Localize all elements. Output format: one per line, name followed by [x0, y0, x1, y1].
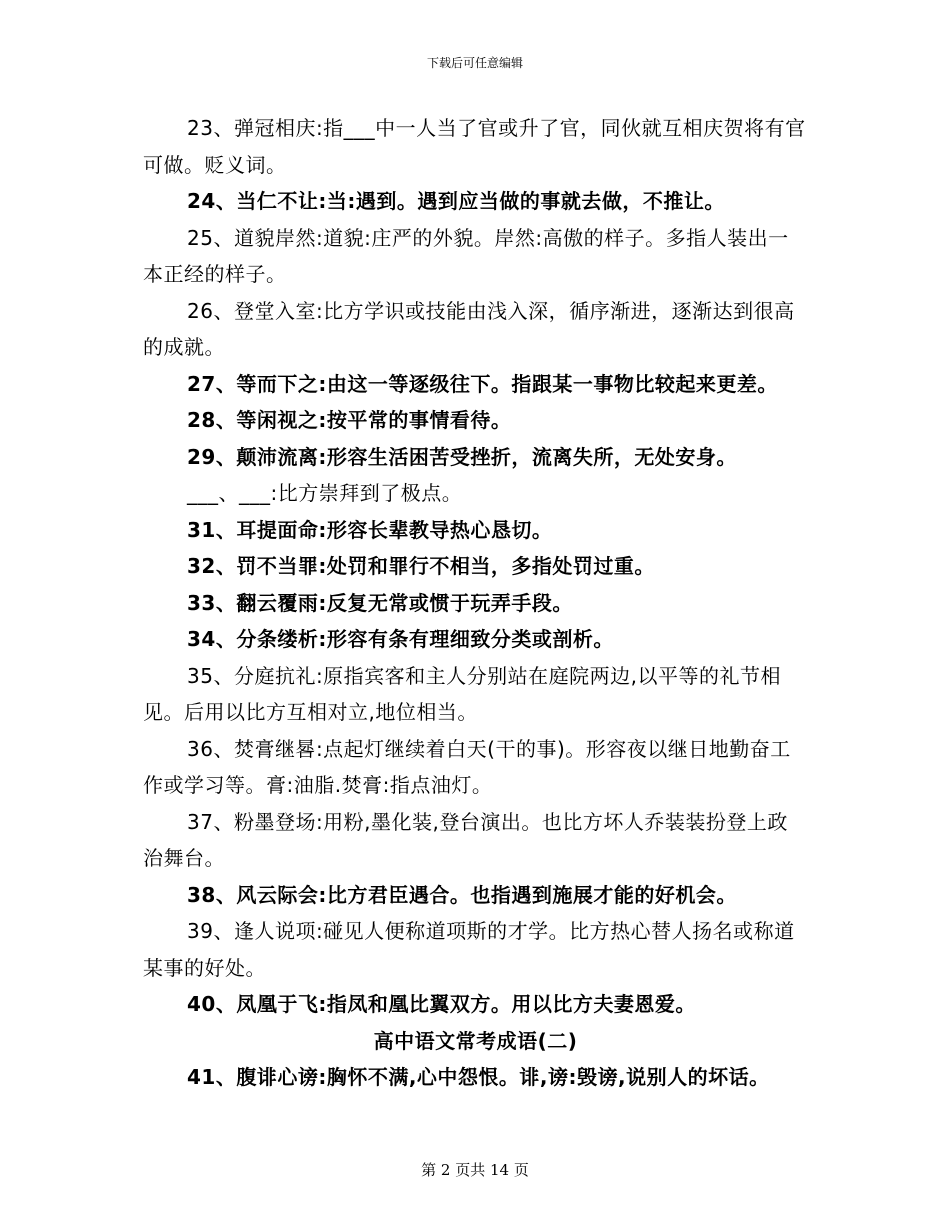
entry-36: 36、焚膏继晷:点起灯继续着白天(干的事)。形容夜以继日地勤奋工作或学习等。膏:油脂.焚膏:指点油灯。	[143, 736, 791, 797]
entry-26: 26、登堂入室:比方学识或技能由浅入深，循序渐进，逐渐达到很高的成就。	[143, 298, 795, 359]
entry-29: 29、颠沛流离:形容生活困苦受挫折，流离失所，无处安身。	[187, 444, 737, 469]
entry-32: 32、罚不当罪:处罚和罪行不相当，多指处罚过重。	[187, 554, 655, 578]
entry-41: 41、腹诽心谤:胸怀不满,心中怨恨。诽,谤:毁谤,说别人的坏话。	[187, 1065, 770, 1089]
entry-24: 24、当仁不让:当:遇到。遇到应当做的事就去做，不推让。	[187, 189, 725, 213]
entry-28: 28、等闲视之:按平常的事情看待。	[187, 408, 512, 432]
page-header: 下载后可任意编辑	[426, 56, 523, 70]
entry-33: 33、翻云覆雨:反复无常或惯于玩弄手段。	[187, 590, 573, 615]
entry-37: 37、粉墨登场:用粉,墨化装,登台演出。也比方坏人乔装装扮登上政治舞台。	[143, 809, 788, 870]
entry-35: 35、分庭抗礼:原指宾客和主人分别站在庭院两边,以平等的礼节相见。后用以比方互相对立,地位相当。	[143, 663, 782, 724]
entry-27: 27、等而下之:由这一等逐级往下。指跟某一事物比较起来更差。	[187, 371, 778, 396]
section-heading: 高中语文常考成语(二)	[373, 1028, 578, 1053]
entry-40: 40、凤凰于飞:指凤和凰比翼双方。用以比方夫妻恩爱。	[187, 992, 696, 1016]
entry-31: 31、耳提面命:形容长辈教导热心恳切。	[187, 517, 553, 542]
entry-25: 25、道貌岸然:道貌:庄严的外貌。岸然:高傲的样子。多指人装出一本正经的样子。	[143, 225, 789, 286]
entry-39: 39、逢人说项:碰见人便称道项斯的才学。比方热心替人扬名或称道某事的好处。	[143, 919, 795, 980]
entry-23: 23、弹冠相庆:指___中一人当了官或升了官，同伙就互相庆贺将有官可做。贬义词。	[143, 116, 806, 177]
entry-38: 38、风云际会:比方君臣遇合。也指遇到施展才能的好机会。	[187, 882, 737, 907]
page-footer: 第 2 页共 14 页	[421, 1161, 529, 1179]
entry-30: ___、___:比方崇拜到了极点。	[187, 481, 463, 505]
entry-34: 34、分条缕析:形容有条有理细致分类或剖析。	[187, 627, 614, 651]
document-body	[143, 110, 808, 1096]
